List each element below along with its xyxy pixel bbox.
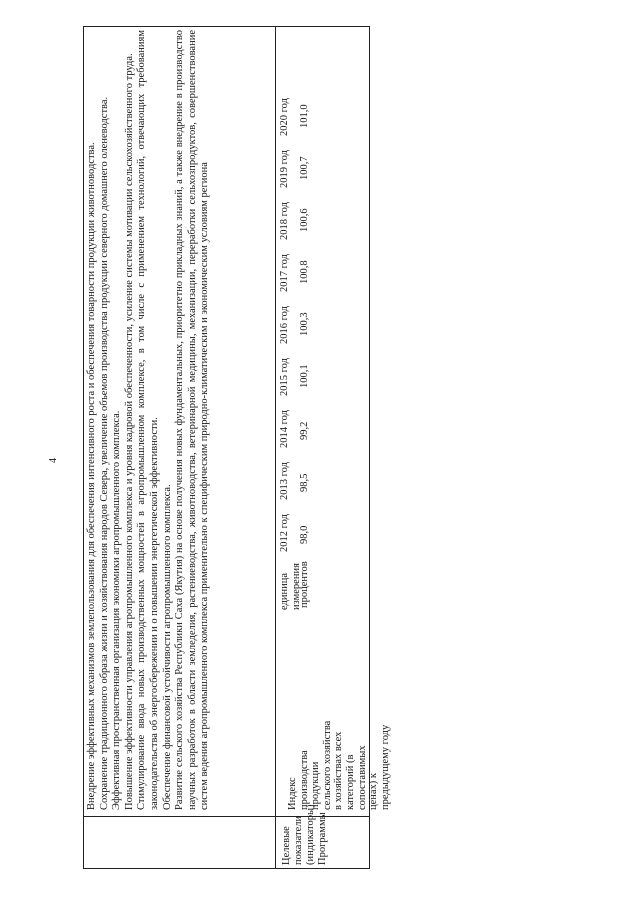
unit-header-line: единица [279,572,290,610]
indicator-name-line: категорий (в [344,754,356,810]
indicator-name-line: в хозяйствах всех [333,731,345,810]
indicator-value: 100,6 [299,208,310,232]
row-label-line: Программы [317,812,328,865]
year-header: 2020 год [279,98,290,136]
task-paragraph: Обеспечение финансовой устойчивости агропромышленного комплекса. [161,484,173,810]
task-paragraph: Эффективная пространственная организация экономики агропромышленного комплекса. [111,410,123,810]
indicator-value: 100,8 [299,260,310,284]
indicator-name-line: Индекс [287,777,298,810]
unit-header-line: измерения [291,563,302,610]
indicator-unit: процентов [299,561,310,608]
indicator-value: 98,0 [299,525,310,544]
year-header: 2018 год [279,202,290,240]
row-label-line: (индикаторы) [305,804,316,865]
year-header: 2019 год [279,150,290,188]
task-paragraph: Развитие сельского хозяйства Республики Саха (Якутия) на основе получения новых фундаментальных, приоритетно прикладных знаний, а также внедрение в производство научных разработок в области земледелия, растениеводства, животноводства, ветеринарной медицины, механизации, переработки сельхозпродуктов, совершенствование систем ведения агропромышленного комплекса применительно к специфическим природно-климатическим и экономическим условиям региона [174,30,211,810]
indicator-value: 101,0 [299,104,310,128]
indicator-value: 100,1 [299,364,310,388]
target-indicators-label [281,804,329,865]
indicator-name-line: сопоставимых [356,745,368,810]
year-header: 2014 год [279,410,290,448]
indicator-name-line: сельского хозяйства [321,720,333,810]
indicator-value: 99,2 [299,421,310,440]
indicator-name-line: производства [298,750,310,810]
indicator-block [279,31,391,810]
page-number: 4 [48,458,59,463]
row-label-line: Целевые [281,826,292,865]
task-paragraph: Повышение эффективности управления агропромышленного комплекса и уровня кадровой обеспеченности, усиление системы мотивации сельскохозяйственного труда. [123,53,135,810]
year-header: 2017 год [279,254,290,292]
indicator-value: 100,7 [299,156,310,180]
task-paragraph: Сохранение традиционного образа жизни и хозяйствования народов Севера, увеличение объемов производства продукции северного домашнего оленеводства. [98,96,110,810]
indicator-name-line: ценах) к [368,772,380,810]
year-header: 2015 год [279,358,290,396]
indicator-name-line: продукции [310,761,322,810]
indicator-value: 98,5 [299,473,310,492]
indicator-value: 100,3 [299,312,310,336]
rotated-page-content [83,26,391,869]
program-table [83,26,391,869]
row-divider [275,27,276,868]
indicator-name-line: предыдущему году [379,724,391,810]
indicator-name [287,698,391,810]
row-label-line: показатели [293,815,304,865]
year-header: 2016 год [279,306,290,344]
year-header: 2012 год [279,514,290,552]
year-header: 2013 год [279,462,290,500]
task-paragraph: Внедрение эффективных механизмов землепользования для обеспечения интенсивного роста и обеспечения товарности продукции животноводства. [86,142,97,810]
task-paragraph: Стимулирование ввода новых производственных мощностей в агропромышленном комплексе, в том числе с применением технологий, отвечающих требованиям законодательства об энергосбережении и о повышении энергетической эффективности. [136,30,160,810]
program-tasks [86,30,212,810]
